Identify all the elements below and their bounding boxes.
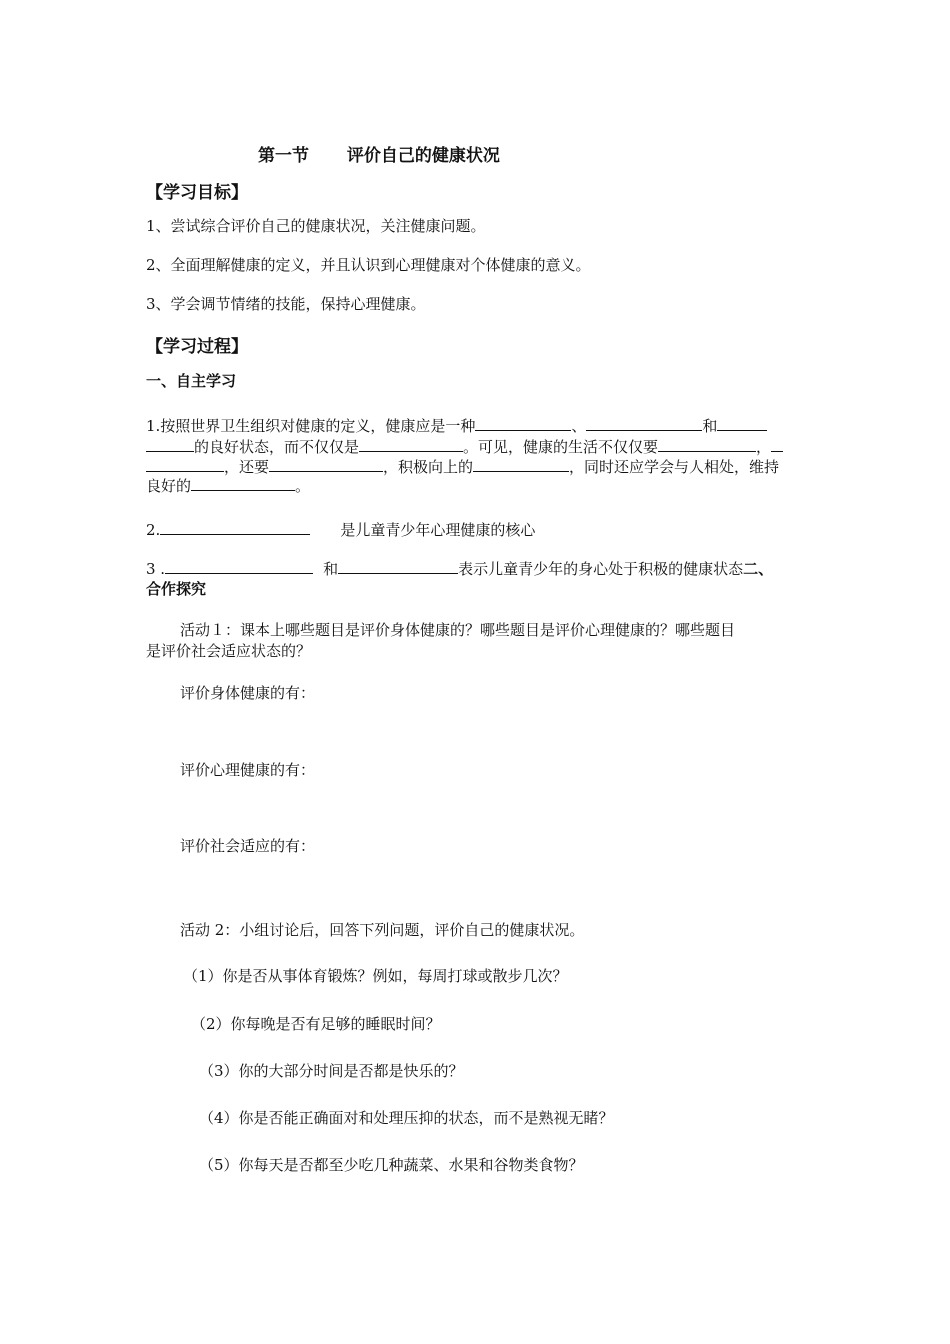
q2-line: 2. 是儿童青少年心理健康的核心: [146, 518, 535, 540]
activity2-question-3: （3）你的大部分时间是否都是快乐的？: [199, 1062, 464, 1080]
fill-blank[interactable]: [658, 435, 756, 452]
title-name: 评价自己的健康状况: [346, 146, 500, 166]
part1-heading: 一、自主学习: [146, 372, 237, 390]
objective-1: 1、尝试综合评价自己的健康状况，关注健康问题。: [146, 217, 486, 235]
q1-line-2: 的良好状态，而不仅仅是 。可见，健康的生活不仅仅要 ，: [146, 435, 783, 457]
q1-line-3: ，还要 ，积极向上的 ，同时还应学会与人相处，维持: [146, 455, 779, 477]
fill-blank[interactable]: [146, 435, 194, 452]
fill-blank[interactable]: [717, 414, 767, 431]
mental-health-label: 评价心理健康的有：: [180, 761, 316, 779]
objectives-heading: 【学习目标】: [146, 183, 248, 203]
activity1-line-2: 是评价社会适应状态的？: [146, 642, 312, 660]
activity1-line-1: 活动１：课本上哪些题目是评价身体健康的？哪些题目是评价心理健康的？哪些题目: [180, 621, 736, 639]
fill-blank[interactable]: [191, 474, 295, 491]
process-heading: 【学习过程】: [146, 337, 248, 357]
fill-blank[interactable]: [771, 435, 783, 452]
objective-3: 3、学会调节情绪的技能，保持心理健康。: [146, 295, 426, 313]
q1-line-1: 1.按照世界卫生组织对健康的定义，健康应是一种 、 和: [146, 414, 767, 436]
q3-line: 3 . 和 表示儿童青少年的身心处于积极的健康状态二、: [146, 557, 773, 579]
fill-blank[interactable]: [165, 557, 313, 574]
q1-line-4: 良好的 。: [146, 474, 310, 496]
fill-blank[interactable]: [160, 518, 310, 535]
activity2-question-5: （5）你每天是否都至少吃几种蔬菜、水果和谷物类食物？: [199, 1156, 584, 1174]
part2-heading: 合作探究: [146, 580, 207, 598]
title-section: 第一节: [258, 146, 309, 166]
activity2-intro: 活动 2：小组讨论后，回答下列问题，评价自己的健康状况。: [180, 921, 585, 939]
fill-blank[interactable]: [359, 435, 463, 452]
fill-blank[interactable]: [586, 414, 702, 431]
physical-health-label: 评价身体健康的有：: [180, 684, 316, 702]
fill-blank[interactable]: [269, 455, 383, 472]
fill-blank[interactable]: [338, 557, 458, 574]
objective-2: 2、全面理解健康的定义，并且认识到心理健康对个体健康的意义。: [146, 256, 591, 274]
fill-blank[interactable]: [146, 455, 224, 472]
activity2-question-2: （2）你每晚是否有足够的睡眠时间？: [191, 1015, 441, 1033]
fill-blank[interactable]: [473, 455, 569, 472]
page-title: [258, 141, 500, 166]
activity2-question-1: （1）你是否从事体育锻炼？例如，每周打球或散步几次？: [183, 967, 568, 985]
part2-heading-start: 二、: [743, 560, 774, 578]
fill-blank[interactable]: [475, 414, 571, 431]
social-adaptation-label: 评价社会适应的有：: [180, 837, 316, 855]
activity2-question-4: （4）你是否能正确面对和处理压抑的状态，而不是熟视无睹？: [199, 1109, 614, 1127]
